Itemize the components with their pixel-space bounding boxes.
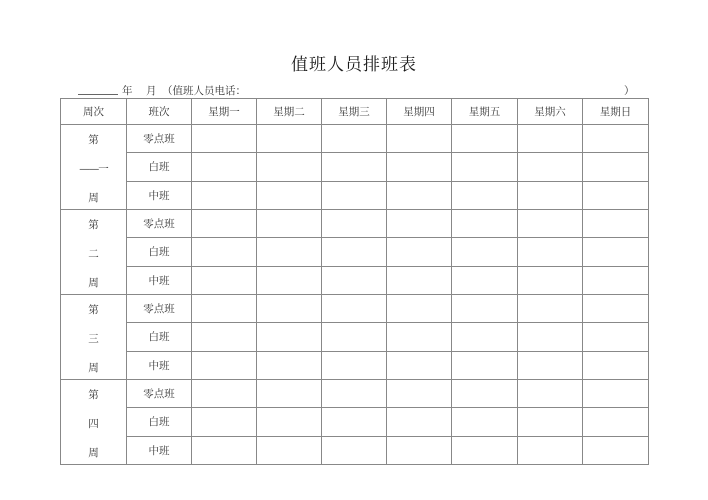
table-row xyxy=(61,323,649,351)
week-label-bottom: 周 xyxy=(88,192,99,204)
week-label-top: 第 xyxy=(88,389,99,401)
schedule-cell[interactable] xyxy=(192,153,257,181)
header-day: 星期日 xyxy=(583,99,649,125)
table-row xyxy=(61,210,649,238)
schedule-cell[interactable] xyxy=(387,153,452,181)
shift-label: 零点班 xyxy=(127,380,192,408)
schedule-cell[interactable] xyxy=(192,266,257,294)
shift-label: 中班 xyxy=(127,181,192,209)
schedule-cell[interactable] xyxy=(322,153,387,181)
schedule-cell[interactable] xyxy=(192,210,257,238)
schedule-cell[interactable] xyxy=(583,181,649,209)
schedule-cell[interactable] xyxy=(257,295,322,323)
week-label-number: 四 xyxy=(88,418,99,430)
phone-close-paren: ） xyxy=(624,85,635,97)
schedule-cell[interactable] xyxy=(583,238,649,266)
schedule-cell[interactable] xyxy=(583,210,649,238)
schedule-cell[interactable] xyxy=(387,408,452,436)
week-label-bottom: 周 xyxy=(88,362,99,374)
schedule-cell[interactable] xyxy=(322,408,387,436)
schedule-cell[interactable] xyxy=(192,295,257,323)
schedule-cell[interactable] xyxy=(322,266,387,294)
week-label-top: 第 xyxy=(88,304,99,316)
month-label: 月 xyxy=(146,85,157,97)
schedule-cell[interactable] xyxy=(322,351,387,379)
schedule-cell[interactable] xyxy=(452,295,518,323)
schedule-cell[interactable] xyxy=(322,380,387,408)
shift-label: 中班 xyxy=(127,266,192,294)
schedule-cell[interactable] xyxy=(387,351,452,379)
page-title: 值班人员排班表 xyxy=(291,55,417,75)
schedule-cell[interactable] xyxy=(192,380,257,408)
schedule-cell[interactable] xyxy=(257,153,322,181)
shift-label: 白班 xyxy=(127,153,192,181)
table-row xyxy=(61,266,649,294)
schedule-cell[interactable] xyxy=(583,125,649,153)
header-day: 星期一 xyxy=(192,99,257,125)
schedule-cell[interactable] xyxy=(583,295,649,323)
schedule-cell[interactable] xyxy=(452,210,518,238)
schedule-cell[interactable] xyxy=(322,436,387,464)
week-label-cell xyxy=(61,380,127,465)
table-row xyxy=(61,436,649,464)
schedule-cell[interactable] xyxy=(387,210,452,238)
table-row xyxy=(61,125,649,153)
schedule-cell[interactable] xyxy=(192,323,257,351)
week-label-top: 第 xyxy=(88,219,99,231)
schedule-cell[interactable] xyxy=(452,436,518,464)
schedule-cell[interactable] xyxy=(518,125,583,153)
week-label-cell xyxy=(61,125,127,210)
week-label-cell xyxy=(61,210,127,295)
table-row xyxy=(61,408,649,436)
schedule-cell[interactable] xyxy=(322,323,387,351)
header-day: 星期四 xyxy=(387,99,452,125)
week-label-number: 二 xyxy=(88,248,99,260)
schedule-cell[interactable] xyxy=(322,125,387,153)
shift-label: 零点班 xyxy=(127,125,192,153)
schedule-cell[interactable] xyxy=(257,436,322,464)
schedule-cell[interactable] xyxy=(322,238,387,266)
schedule-cell[interactable] xyxy=(518,380,583,408)
schedule-cell[interactable] xyxy=(452,323,518,351)
schedule-cell[interactable] xyxy=(192,408,257,436)
schedule-cell[interactable] xyxy=(583,351,649,379)
schedule-cell[interactable] xyxy=(257,210,322,238)
schedule-cell[interactable] xyxy=(192,351,257,379)
schedule-cell[interactable] xyxy=(257,323,322,351)
schedule-cell[interactable] xyxy=(452,351,518,379)
schedule-cell[interactable] xyxy=(518,323,583,351)
shift-label: 中班 xyxy=(127,436,192,464)
phone-label: （值班人员电话： xyxy=(162,85,246,97)
schedule-cell[interactable] xyxy=(452,125,518,153)
schedule-cell[interactable] xyxy=(322,295,387,323)
table-row xyxy=(61,181,649,209)
schedule-cell[interactable] xyxy=(518,238,583,266)
header-day: 星期五 xyxy=(452,99,518,125)
schedule-cell[interactable] xyxy=(192,238,257,266)
schedule-cell[interactable] xyxy=(387,295,452,323)
week-label-top: 第 xyxy=(88,134,99,146)
table-row xyxy=(61,295,649,323)
schedule-cell[interactable] xyxy=(387,380,452,408)
week-label-bottom: 周 xyxy=(88,277,99,289)
schedule-cell[interactable] xyxy=(192,181,257,209)
schedule-cell[interactable] xyxy=(257,408,322,436)
schedule-cell[interactable] xyxy=(257,125,322,153)
schedule-cell[interactable] xyxy=(583,266,649,294)
table-row xyxy=(61,238,649,266)
shift-label: 零点班 xyxy=(127,210,192,238)
week-label-cell xyxy=(61,295,127,380)
schedule-cell[interactable] xyxy=(518,295,583,323)
week-label-bottom: 周 xyxy=(88,447,99,459)
schedule-cell[interactable] xyxy=(387,323,452,351)
schedule-cell[interactable] xyxy=(387,238,452,266)
schedule-cell[interactable] xyxy=(452,181,518,209)
schedule-cell[interactable] xyxy=(452,238,518,266)
schedule-cell[interactable] xyxy=(518,436,583,464)
schedule-table xyxy=(60,98,649,465)
schedule-cell[interactable] xyxy=(322,181,387,209)
schedule-cell[interactable] xyxy=(583,436,649,464)
schedule-cell[interactable] xyxy=(192,125,257,153)
header-day: 星期六 xyxy=(518,99,583,125)
schedule-cell[interactable] xyxy=(387,181,452,209)
schedule-cell[interactable] xyxy=(583,323,649,351)
schedule-cell[interactable] xyxy=(387,436,452,464)
schedule-cell[interactable] xyxy=(583,380,649,408)
schedule-cell[interactable] xyxy=(518,181,583,209)
header-day: 星期三 xyxy=(322,99,387,125)
schedule-cell[interactable] xyxy=(257,351,322,379)
header-shift: 班次 xyxy=(127,99,192,125)
schedule-cell[interactable] xyxy=(257,181,322,209)
year-blank-line[interactable] xyxy=(78,94,118,95)
schedule-cell[interactable] xyxy=(452,380,518,408)
schedule-cell[interactable] xyxy=(192,436,257,464)
schedule-cell[interactable] xyxy=(452,153,518,181)
table-row xyxy=(61,153,649,181)
schedule-cell[interactable] xyxy=(518,210,583,238)
shift-label: 白班 xyxy=(127,323,192,351)
schedule-cell[interactable] xyxy=(518,266,583,294)
schedule-cell[interactable] xyxy=(322,210,387,238)
schedule-cell[interactable] xyxy=(452,266,518,294)
year-label: 年 xyxy=(122,85,133,97)
header-row xyxy=(61,99,649,125)
week-label-number: ——一 xyxy=(79,163,108,175)
date-phone-line xyxy=(78,83,638,97)
schedule-cell[interactable] xyxy=(518,351,583,379)
header-week: 周次 xyxy=(61,99,127,125)
schedule-cell[interactable] xyxy=(452,408,518,436)
schedule-cell[interactable] xyxy=(583,153,649,181)
schedule-cell[interactable] xyxy=(387,266,452,294)
shift-label: 中班 xyxy=(127,351,192,379)
schedule-cell[interactable] xyxy=(257,266,322,294)
shift-label: 白班 xyxy=(127,238,192,266)
schedule-cell[interactable] xyxy=(257,238,322,266)
shift-label: 白班 xyxy=(127,408,192,436)
schedule-cell[interactable] xyxy=(257,380,322,408)
schedule-body xyxy=(61,125,649,465)
schedule-cell[interactable] xyxy=(518,153,583,181)
table-row xyxy=(61,380,649,408)
shift-label: 零点班 xyxy=(127,295,192,323)
schedule-cell[interactable] xyxy=(387,125,452,153)
header-day: 星期二 xyxy=(257,99,322,125)
week-label-number: 三 xyxy=(88,333,99,345)
schedule-cell[interactable] xyxy=(518,408,583,436)
table-row xyxy=(61,351,649,379)
schedule-cell[interactable] xyxy=(583,408,649,436)
